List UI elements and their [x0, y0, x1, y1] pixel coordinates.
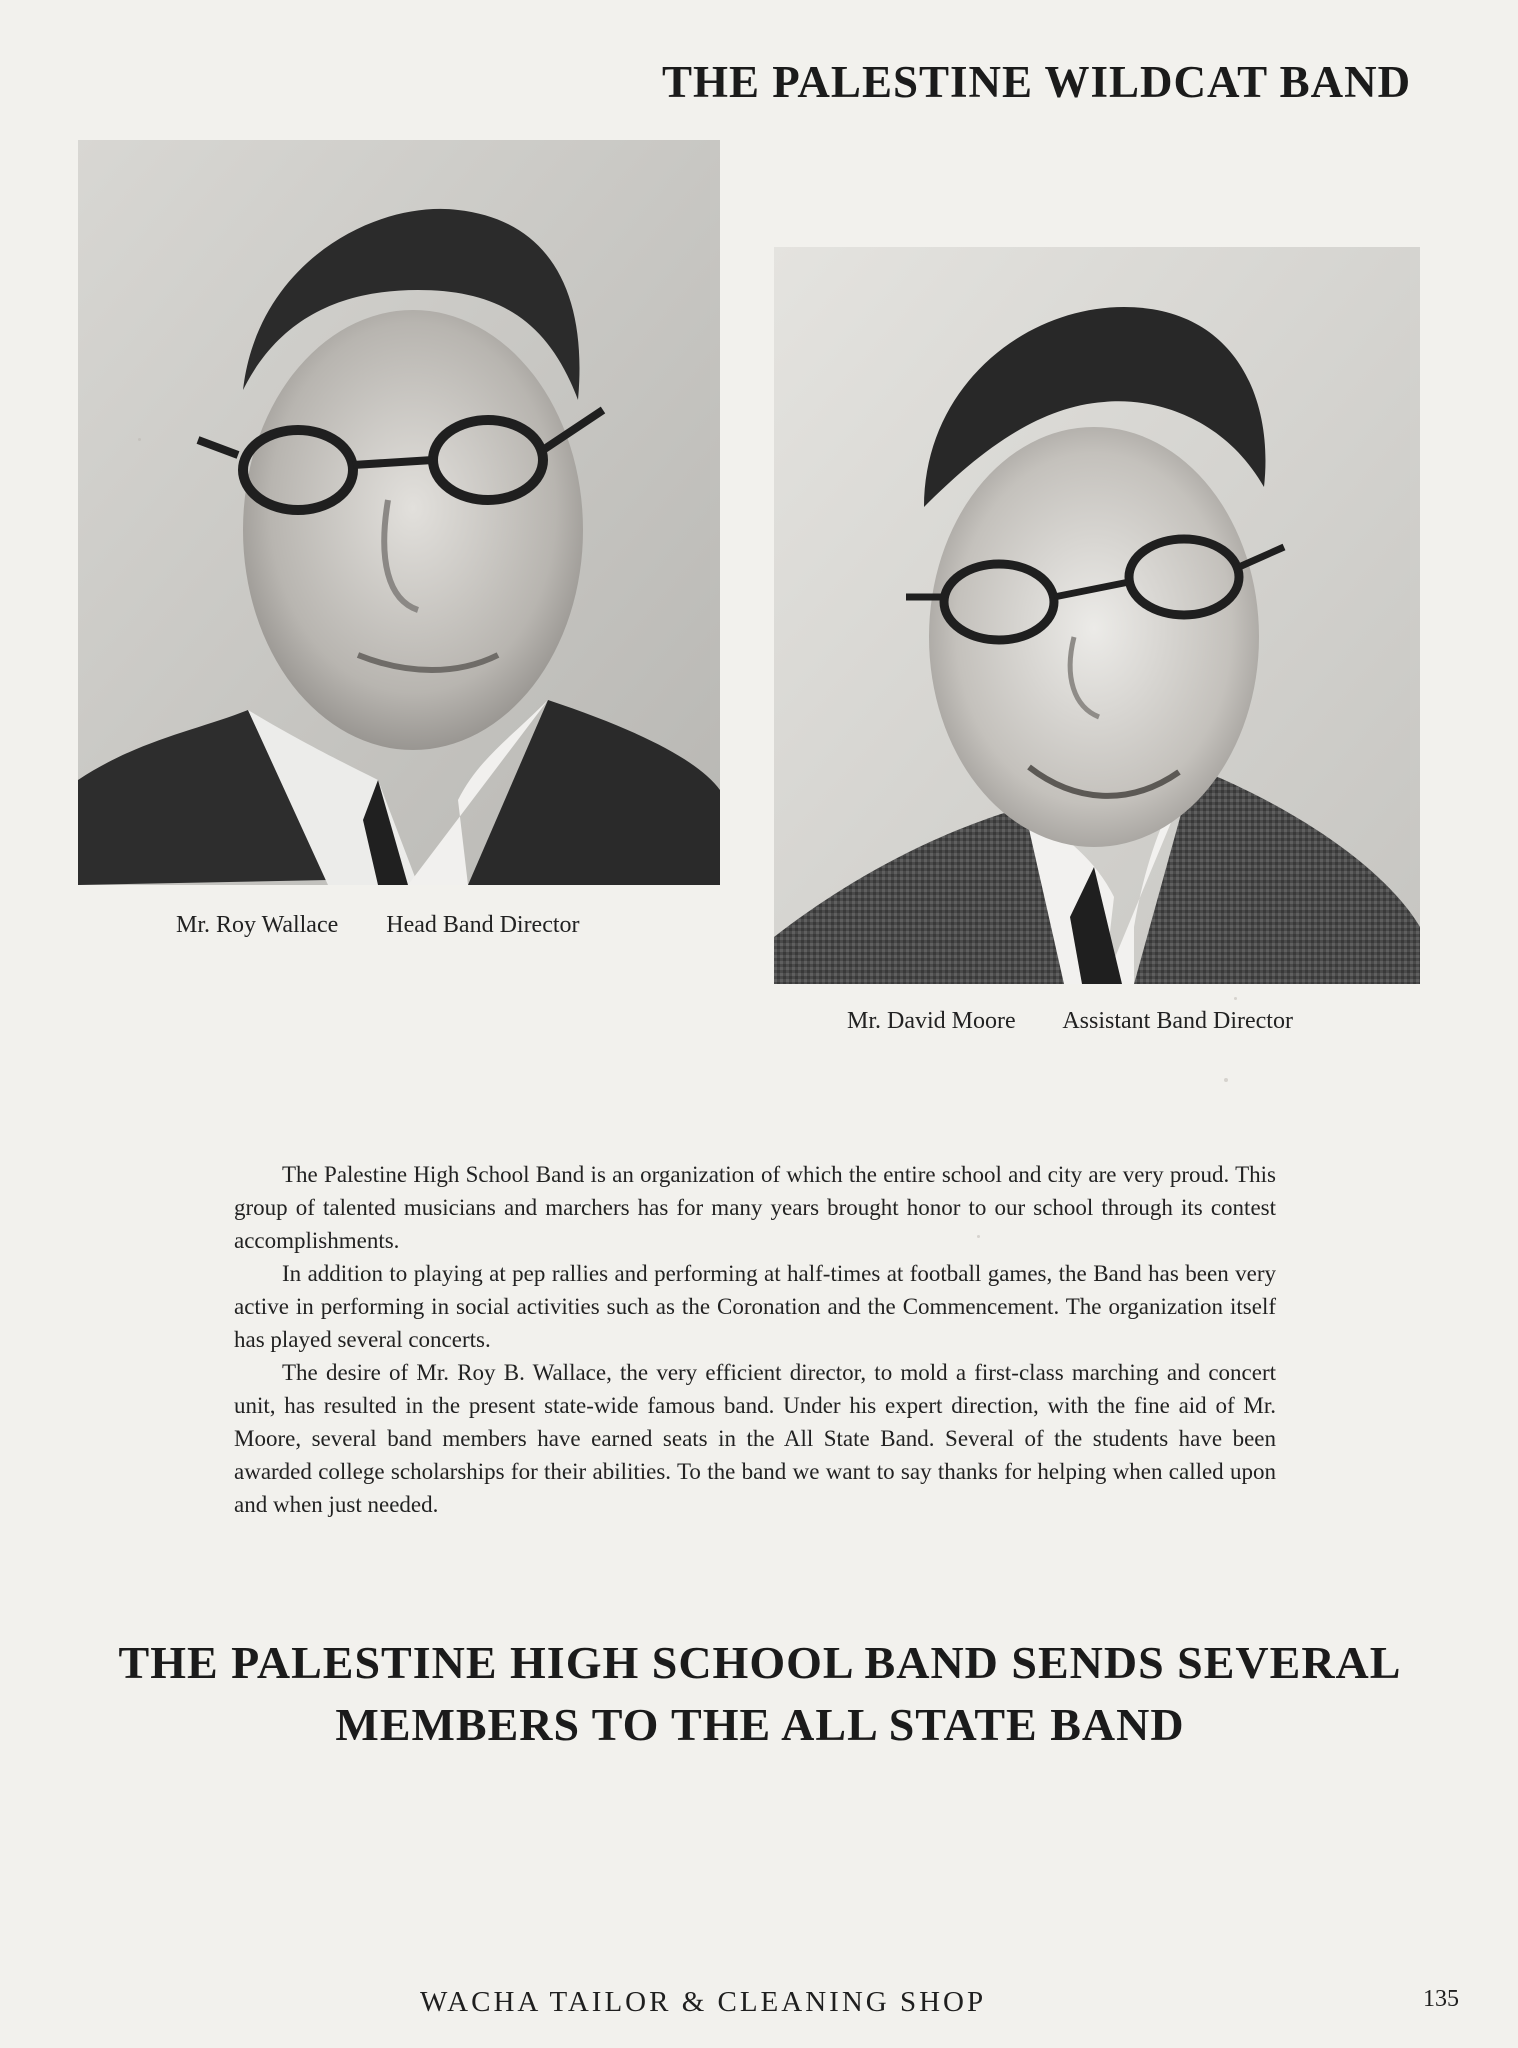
paper-speck — [1224, 1078, 1228, 1082]
staff-name-wallace — [176, 912, 338, 939]
staff-role-moore: Assistant Band Director — [1062, 1008, 1293, 1034]
article-paragraph-3: The desire of Mr. Roy B. Wallace, the very efficient director, to mold a first-class marching and concert unit, has resulted in the present state-wide famous band. Under his expert direction, with the fine aid of Mr. Moore, several band members have earned seats in the All State Band. Several of the students have been awarded college scholarships for their abilities. To the band we want to say thanks for helping when called upon and when just needed. — [234, 1360, 1276, 1517]
staff-prefix-wallace: Mr. — [176, 912, 211, 938]
article-body — [234, 1158, 1276, 1521]
article-paragraph-1: The Palestine High School Band is an organization of which the entire school and city are very proud. This group of talented musicians and marchers has for many years brought honor to our school through its contest accomplishments. — [234, 1162, 1276, 1253]
portrait-photo-wallace — [78, 140, 720, 885]
page-title: THE PALESTINE WILDCAT BAND — [662, 57, 1412, 107]
caption-moore — [847, 1008, 1293, 1035]
paper-speck — [1234, 997, 1237, 1000]
paper-speck — [977, 1235, 980, 1238]
page-number: 135 — [1423, 1986, 1459, 2012]
staff-full-name-moore: David Moore — [887, 1008, 1016, 1034]
article-paragraph-2: In addition to playing at pep rallies and performing at half-times at football games, the Band has been very active in performing in social activities such as the Coronation and the Commencement. The organization itself has played several concerts. — [234, 1261, 1276, 1352]
caption-wallace — [176, 912, 580, 939]
portrait-wallace-image — [78, 140, 720, 885]
headline-line-2: MEMBERS TO THE ALL STATE BAND — [335, 1699, 1185, 1750]
headline — [90, 1632, 1430, 1756]
paper-speck — [138, 438, 141, 441]
portrait-photo-moore — [774, 247, 1420, 984]
staff-prefix-moore: Mr. — [847, 1008, 882, 1034]
staff-full-name-wallace: Roy Wallace — [216, 912, 339, 938]
staff-role-wallace: Head Band Director — [386, 912, 580, 938]
staff-name-moore — [847, 1008, 1016, 1035]
footer-sponsor: WACHA TAILOR & CLEANING SHOP — [420, 1986, 987, 2018]
headline-line-1: THE PALESTINE HIGH SCHOOL BAND SENDS SEVERAL — [118, 1637, 1402, 1688]
portrait-moore-image — [774, 247, 1420, 984]
